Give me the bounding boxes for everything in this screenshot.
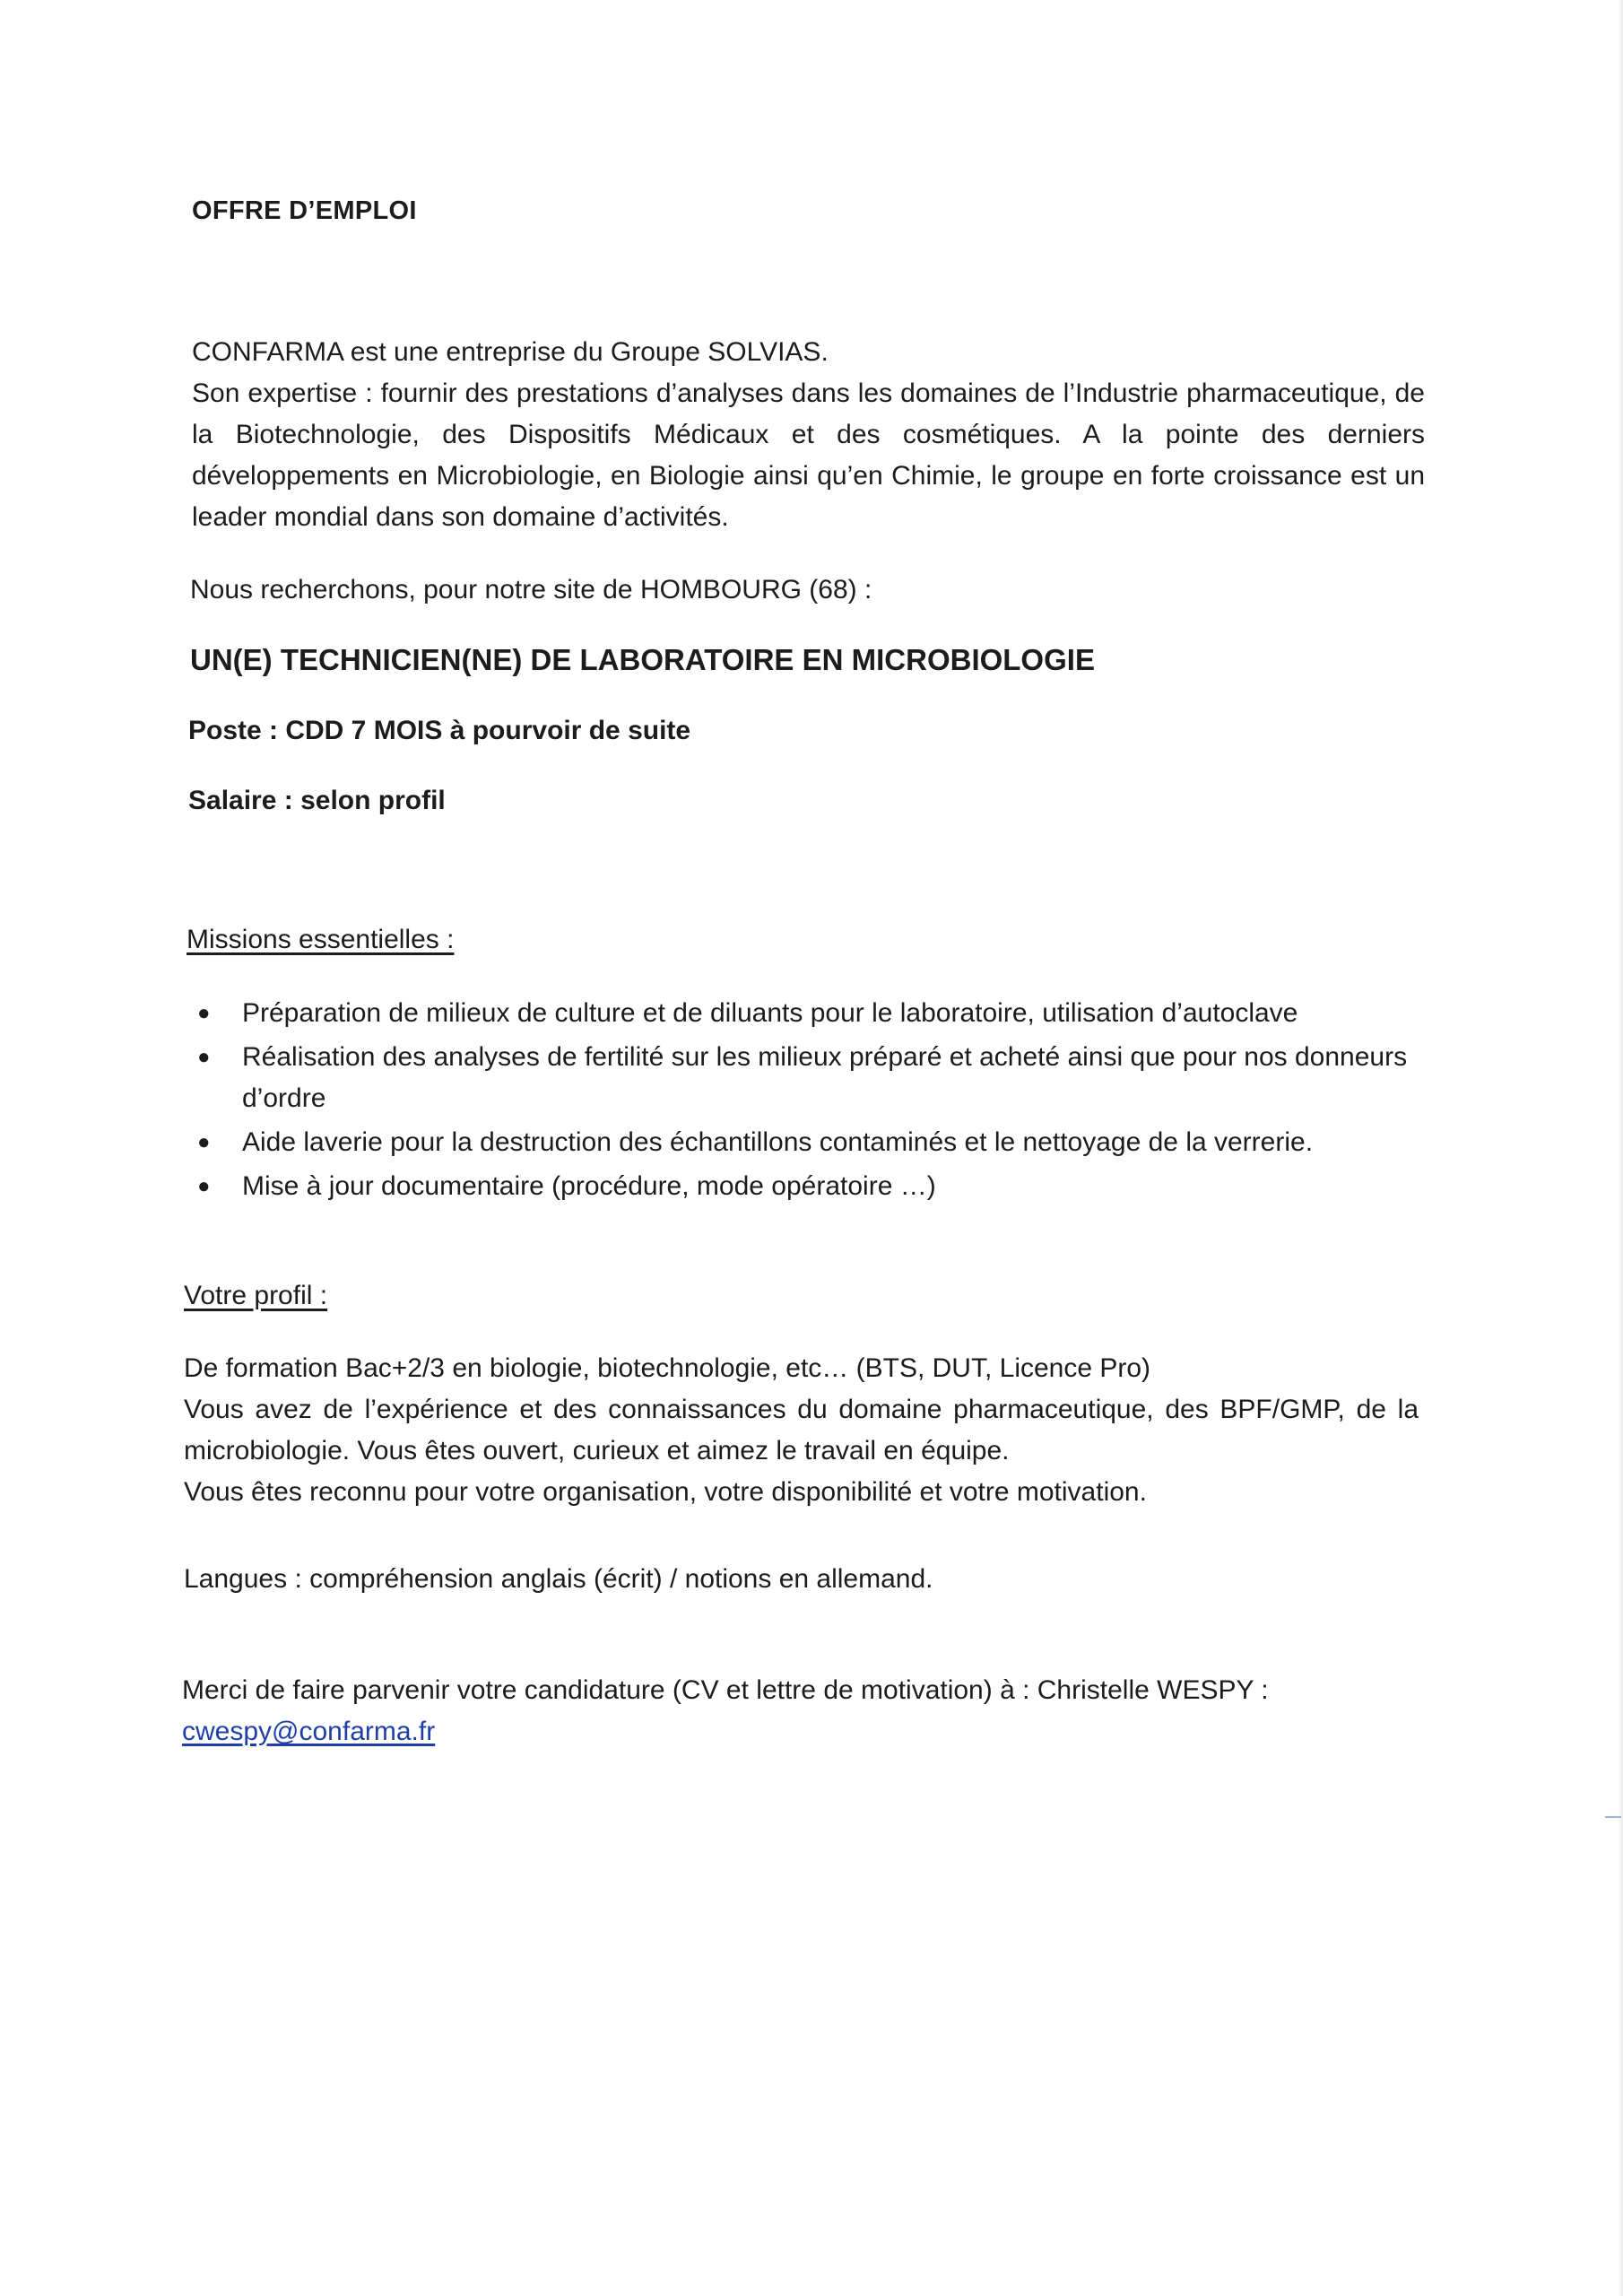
mission-text: Aide laverie pour la destruction des échantillons contaminés et le nettoyage de la verrerie. <box>242 1127 1314 1157</box>
scan-mark <box>1605 1816 1621 1818</box>
bullet-icon: ● <box>197 1130 211 1154</box>
list-item <box>187 993 1433 1034</box>
mission-text: Mise à jour documentaire (procédure, mode opératoire …) <box>242 1171 936 1201</box>
profile-experience: Vous avez de l’expérience et des connaissances du domaine pharmaceutique, des BPF/GMP, de la microbiologie. Vous êtes ouvert, curieux et aimez le travail en équipe. <box>184 1395 1419 1465</box>
post-line: Poste : CDD 7 MOIS à pourvoir de suite <box>188 716 691 745</box>
intro-paragraph: Son expertise : fournir des prestations d’analyses dans les domaines de l’Industrie pharmaceutique, de la Biotechnologie, des Dispositifs Médicaux et des cosmétiques. A la pointe des derniers développements en Microbiologie, en Biologie ainsi qu’en Chimie, le groupe en forte croissance est un leader mondial dans son domaine d’activités. <box>192 378 1425 532</box>
bullet-icon: ● <box>197 1045 211 1069</box>
job-title: UN(E) TECHNICIEN(NE) DE LABORATOIRE EN MICROBIOLOGIE <box>190 643 1095 676</box>
intro-company-line: CONFARMA est une entreprise du Groupe SOLVIAS. <box>192 337 829 367</box>
missions-heading: Missions essentielles : <box>187 925 455 954</box>
profile-block <box>184 1348 1419 1513</box>
list-item <box>187 1166 1433 1207</box>
mission-text: Réalisation des analyses de fertilité sur les milieux préparé et acheté ainsi que pour nos donneurs d’ordre <box>242 1042 1408 1113</box>
bullet-icon: ● <box>197 1001 211 1025</box>
scan-edge <box>1618 0 1623 2296</box>
mission-text: Préparation de milieux de culture et de diluants pour le laboratoire, utilisation d’autoclave <box>242 998 1298 1028</box>
bullet-icon: ● <box>197 1174 211 1198</box>
profile-heading: Votre profil : <box>184 1281 328 1310</box>
salary-line: Salaire : selon profil <box>188 786 446 815</box>
profile-qualities: Vous êtes reconnu pour votre organisation, votre disponibilité et votre motivation. <box>184 1477 1147 1507</box>
apply-text: Merci de faire parvenir votre candidature (CV et lettre de motivation) à : Christelle WESPY : <box>182 1675 1269 1705</box>
profile-education: De formation Bac+2/3 en biologie, biotechnologie, etc… (BTS, DUT, Licence Pro) <box>184 1353 1151 1383</box>
contact-email-link[interactable]: cwespy@confarma.fr <box>182 1717 436 1746</box>
list-item <box>187 1037 1433 1119</box>
apply-block <box>182 1670 1419 1752</box>
site-line: Nous recherchons, pour notre site de HOMBOURG (68) : <box>190 575 872 604</box>
languages-line: Langues : compréhension anglais (écrit) / notions en allemand. <box>184 1564 933 1594</box>
intro-block <box>192 332 1425 538</box>
list-item <box>187 1122 1433 1163</box>
missions-list <box>187 993 1433 1210</box>
document-heading: OFFRE D’EMPLOI <box>192 196 417 225</box>
